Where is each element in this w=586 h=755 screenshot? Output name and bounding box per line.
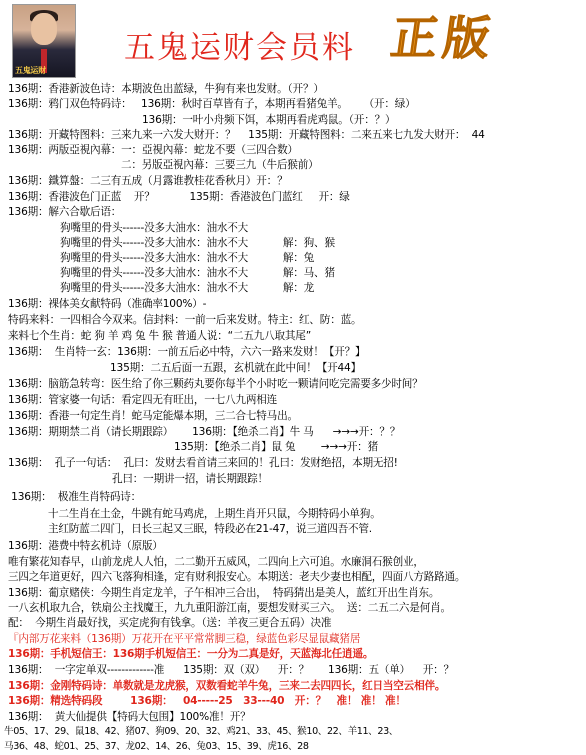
text-line: 136期：香港一句定生肖！蛇马定能爆本期，三二合七特马出。 (8, 410, 298, 422)
text-line: 136期：手机短信王：136期手机短信王：一分为二真是好，天蓝海北任逍遥。 (8, 648, 374, 660)
text-line: 来料七个生肖：蛇 狗 羊 鸡 兔 牛 猴 普通人说：“二五九八取其尾” (8, 330, 311, 342)
text-line: 136期： 一字定单双-------------准 135期：双（双） 开：？ 136期：五（单） 开：？ (8, 664, 454, 676)
text-line: 136期： 生肖特一玄：136期：一前五后必中特，六六一路来发财！【开？】 (8, 346, 366, 358)
text-line: 136期：管家婆一句话：看定四无有旺出，一七八九两相连 (8, 394, 278, 406)
text-line: 主红防蓝二四门，日长三起又三眠，特段必在21-47，说三道四吾不管. (48, 523, 372, 535)
text-line: 狗嘴里的骨头------没多大油水：油水不大 解：兔 (60, 252, 315, 264)
text-line: 136期：开藏特图料：三来九来一六发大财开：？ 135期：开藏特图料：二来五来七九发大财开： 44 (8, 129, 485, 141)
text-line: 二：另版亞視內幕：三要三九（牛后猴前） (121, 159, 319, 171)
text-line: 136期：两版亞視內幕：一：亞視內幕：蛇龙不要（三四合数） (8, 144, 298, 156)
text-line: 一八玄机取九合，铁扇公主找魔王，九九重阳游江南，要想发财买三六。 送：二五二六是何肖。 (8, 602, 451, 614)
text-line: 135期：【绝杀二肖】鼠 兔 →→→开：猪 (174, 441, 378, 453)
text-line: 唯有繁花知春早，山前龙虎人人怕，二二勤开五威风，二四向上六可追。水廉洞石猴创业， (8, 556, 424, 568)
text-line: 136期：期期禁二肖（请长期跟踪） 136期：【绝杀二肖】牛 马 →→→开：？？ (8, 426, 401, 438)
text-line: 狗嘴里的骨头------没多大油水：油水不大 解：龙 (60, 282, 315, 294)
text-line: 136期：裸体美女献特码（准确率100%）- (8, 298, 207, 310)
text-line: 特码来料：一四相合今双来。信封料：一前一后来发财。特主：红、防：蓝。 (8, 314, 362, 326)
text-line: 『内部万花来料（136期）万花开在平平常常脚三稳，绿蓝色彩尽显鼠藏猪居 (8, 633, 361, 645)
photo-watermark: 五鬼运财 (15, 66, 46, 75)
text-line: 136期：鐵算盤：二三有五成（月露谁教桂花香秋月）开：？ (8, 175, 288, 187)
text-line: 马36、48、蛇01、25、37、龙02、14、26、兔03、15、39、虎16、28 (4, 741, 309, 752)
text-line: 136期：港费中特玄机诗（原版） (8, 540, 163, 552)
text-line: 136期： 黄大仙提供【特码大包围】100%准！开？ (8, 711, 251, 723)
text-line: 136期：一叶小舟频下饵，本期再看虎鸡鼠。（开：？） (142, 114, 396, 126)
page-title: 五鬼运财会员料 (124, 30, 355, 66)
text-line: 136期：精选特码段 136期： 04-----25 33---40 开：？ 准！ 准！ 准！ (8, 695, 406, 707)
text-line: 136期：葡京赌侠：今期生肖定龙羊，子午相冲三合出， 特码猜出是美人，蓝红开出生肖东。 (8, 587, 440, 599)
text-line: 136期：脑筋急转弯：医生给了你三颗药丸要你每半个小时吃一颗请问吃完需要多少时间？ (8, 378, 423, 390)
authentic-seal: 正版 (387, 11, 500, 65)
text-line: 牛05、17、29、鼠18、42、猪07、狗09、20、32、鸡21、33、45、猴10、22、羊11、23、 (4, 726, 398, 737)
text-line: 狗嘴里的骨头------没多大油水：油水不大 解：马、猪 (60, 267, 335, 279)
text-line: 136期：金刚特码诗：单数就是龙虎猴，双数看蛇羊牛兔，三来二去四四长，红日当空云相伴。 (8, 680, 446, 692)
text-line: 136期：香港新波色诗：本期波色出蓝绿，牛狗有来也发财。（开？） (8, 83, 324, 95)
text-line: 三四之年道更好，四六飞落狗相逢，定有财利报安心。本期送：老夫少妻也相配，四面八方路路通。 (8, 571, 466, 583)
author-photo (12, 4, 76, 78)
text-line: 136期：解六合歇后语： (8, 206, 122, 218)
text-line: 孔曰：一期讲一招，请长期跟踪！ (112, 473, 268, 485)
text-line: 136期：鸦门双色特码诗： 136期：秋时百草皆有子，本期再看猪兔羊。 （开：绿） (8, 98, 416, 110)
header (0, 0, 586, 80)
text-line: 狗嘴里的骨头------没多大油水：油水不大 解：狗、猴 (60, 237, 335, 249)
text-line: 135期：二五后面一五跟，玄机就在此中间！【开44】 (110, 362, 361, 374)
text-line: 136期： 极准生肖特码诗： (8, 491, 142, 503)
text-line: 136期：香港波色门正蓝 开？ 135期：香港波色门蓝红 开：绿 (8, 191, 350, 203)
text-line: 配： 今期生肖最好找，买定虎狗有钱拿。（送：羊夜三更合五码）决准 (8, 617, 332, 629)
text-line: 狗嘴里的骨头------没多大油水：油水不大 (60, 222, 249, 234)
text-line: 十二生肖在土金，牛跳有蛇马鸡虎，上期生肖开只鼠，今期特码小单狗。 (48, 508, 381, 520)
text-line: 136期： 孔子一句话： 孔曰：发财去看首请三来回的！孔曰：发财绝招，本期无招! (8, 457, 398, 469)
